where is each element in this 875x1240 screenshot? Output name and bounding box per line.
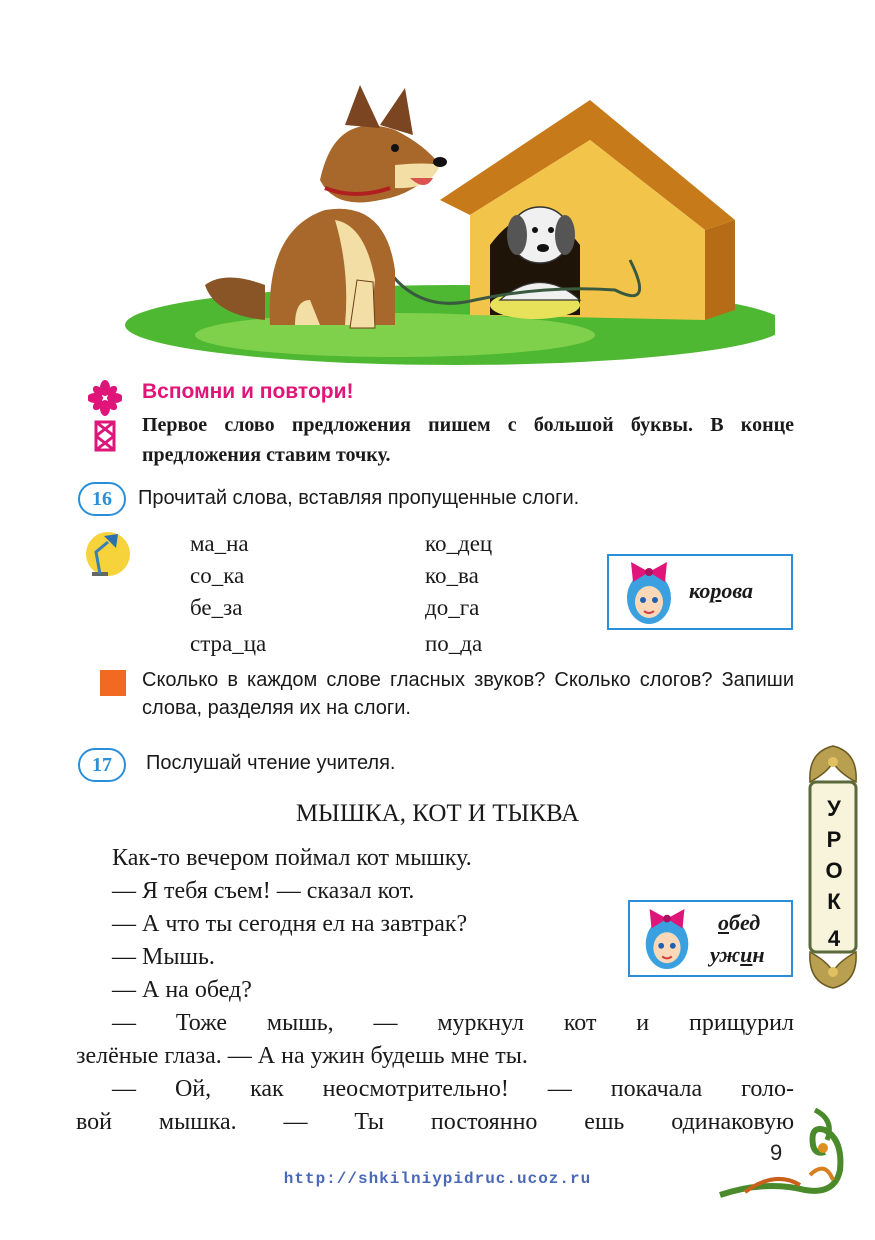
flower-icon [88, 380, 122, 456]
story-line: зелёные глаза. — А на ужин будешь мне ты. [76, 1043, 528, 1069]
exercise-17-instruction: Послушай чтение учителя. [146, 752, 396, 774]
story-line: — Мышь. [112, 944, 215, 970]
rule-text: Первое слово предложения пишем с большой буквы. В конце предложения ставим точку. [142, 414, 794, 466]
story-line: — А на обед? [112, 977, 252, 1003]
question-square-icon [100, 670, 126, 696]
exercise-number-16: 16 [78, 482, 126, 516]
word-item: ма_на [190, 531, 249, 556]
hint-word-korova: корова [689, 578, 753, 603]
hint-word-uzhin: ужин [710, 942, 765, 967]
lamp-icon [78, 528, 130, 580]
dictionary-hint-box-2 [628, 900, 793, 977]
page-number: 9 [770, 1140, 783, 1165]
exercise-16-instruction: Прочитай слова, вставляя пропущенные слоги. [138, 487, 580, 509]
word-item: стра_ца [190, 631, 267, 656]
lesson-tab-letters [818, 793, 850, 954]
story-line: Как-то вечером поймал кот мышку. [112, 845, 472, 871]
question-text: Сколько в каждом слове гласных звуков? Сколько слогов? Запиши слова, разделяя их на слоги. [142, 669, 794, 719]
word-item: бе_за [190, 595, 243, 620]
story-line: — А что ты сегодня ел на завтрак? [112, 911, 468, 937]
word-item: ко_ва [425, 563, 479, 588]
lesson-letter: Р [826, 827, 842, 852]
lesson-letter: У [827, 796, 841, 821]
dictionary-hint-box [607, 554, 793, 630]
story-line: вой мышка. — Ты постоянно ешь одинаковую [76, 1109, 794, 1135]
footer-url: http://shkilniypidruc.ucoz.ru [283, 1170, 592, 1188]
story-line: — Ой, как неосмотрительно! — покачала голо- [112, 1076, 794, 1102]
lesson-number: 4 [827, 926, 841, 951]
lesson-letter: О [825, 858, 843, 883]
word-item: до_га [425, 595, 480, 620]
story-title: МЫШКА, КОТ И ТЫКВА [295, 800, 580, 827]
words-column-1 [190, 528, 266, 660]
girl-icon [617, 560, 681, 626]
words-column-2 [425, 528, 492, 660]
story-line: — Я тебя съем! — сказал кот. [112, 878, 415, 904]
remember-heading: Вспомни и повтори! [142, 380, 354, 403]
hint-word-obed: обед [718, 910, 761, 935]
girl-icon [636, 906, 698, 972]
dog-kennel-illustration [95, 70, 775, 370]
word-item: по_да [425, 631, 483, 656]
word-item: со_ка [190, 563, 245, 588]
lesson-letter: К [827, 889, 841, 914]
story-line: — Тоже мышь, — муркнул кот и прищурил [112, 1010, 794, 1036]
exercise-number-17: 17 [78, 748, 126, 782]
word-item: ко_дец [425, 531, 493, 556]
